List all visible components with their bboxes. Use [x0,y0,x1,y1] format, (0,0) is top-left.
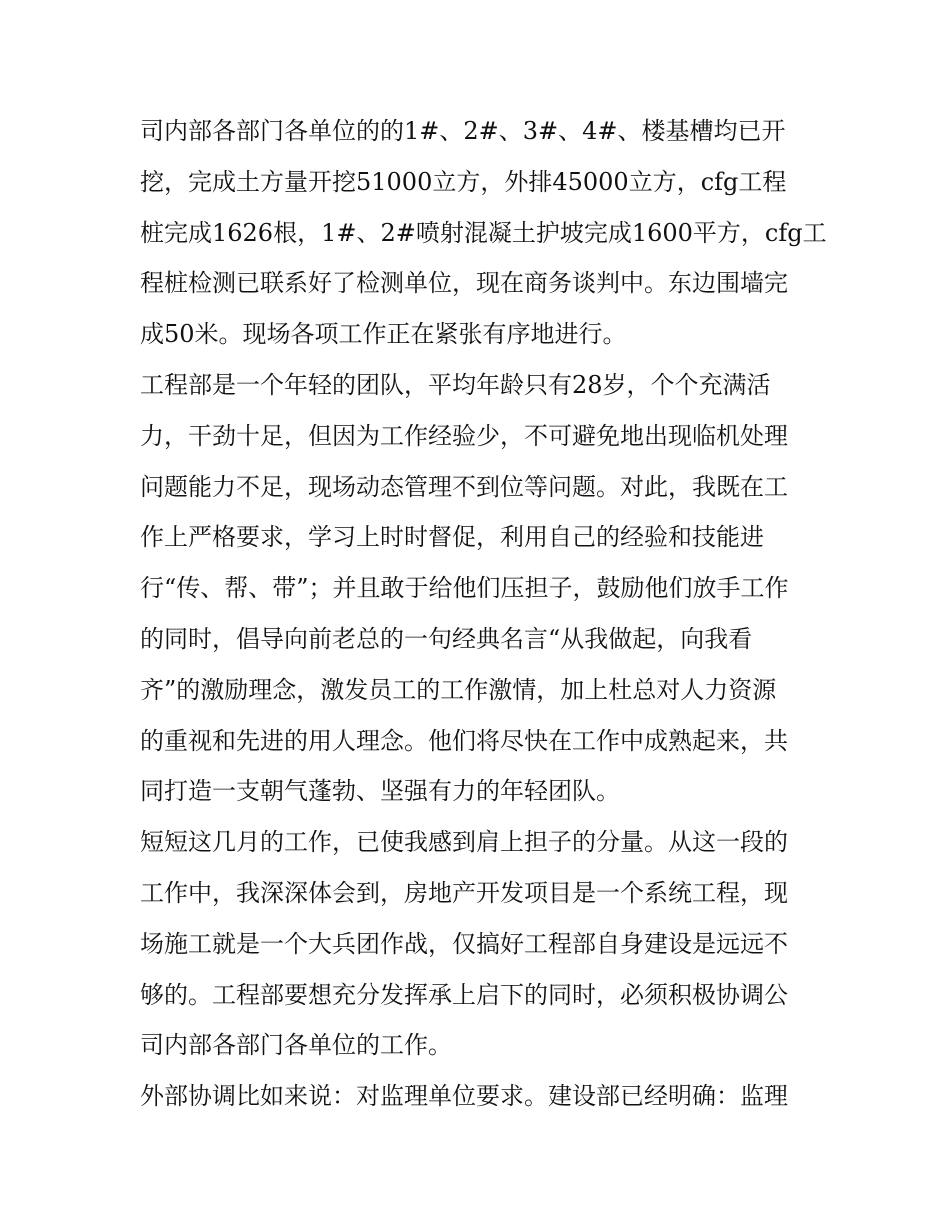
text-line-3: 桩完成1626根，1#、2#喷射混凝土护坡完成1600平方，cfg工 [140,218,827,247]
text-line-1: 司内部各部门各单位的的1#、2#、3#、4#、楼基槽均已开 [140,117,786,145]
text-line-14: 同打造一支朝气蓬勃、坚强有力的年轻团队。 [140,777,620,806]
text-line-9: 作上严格要求，学习上时时督促，利用自己的经验和技能进 [140,523,764,552]
text-line-7: 力，干劲十足，但因为工作经验少，不可避免地出现临机处理 [140,421,788,450]
text-line-19: 司内部各部门各单位的工作。 [140,1031,452,1060]
text-line-5: 成50米。现场各项工作正在紧张有序地进行。 [140,320,627,349]
text-line-13: 的重视和先进的用人理念。他们将尽快在工作中成熟起来，共 [140,726,788,755]
text-line-16: 工作中，我深深体会到，房地产开发项目是一个系统工程，现 [140,878,788,907]
text-line-20: 外部协调比如来说：对监理单位要求。建设部已经明确：监理 [140,1082,788,1111]
text-line-2: 挖，完成土方量开挖51000立方，外排45000立方，cfg工程 [140,167,787,196]
text-line-15: 短短这几月的工作，已使我感到肩上担子的分量。从这一段的 [140,828,788,857]
text-line-8: 问题能力不足，现场动态管理不到位等问题。对此，我既在工 [140,472,788,501]
text-line-18: 够的。工程部要想充分发挥承上启下的同时，必须积极协调公 [140,980,788,1009]
text-line-11: 的同时，倡导向前老总的一句经典名言“从我做起，向我看 [140,624,753,653]
text-line-12: 齐”的激励理念，激发员工的工作激情，加上杜总对人力资源 [140,675,777,704]
text-line-6: 工程部是一个年轻的团队，平均年龄只有28岁，个个充满活 [140,370,771,399]
text-line-17: 场施工就是一个大兵团作战，仅搞好工程部自身建设是远远不 [140,929,788,958]
document-body [140,106,827,1122]
text-line-10: 行“传、帮、带”；并且敢于给他们压担子，鼓励他们放手工作 [140,574,789,603]
text-line-4: 程桩检测已联系好了检测单位，现在商务谈判中。东边围墙完 [140,269,788,298]
